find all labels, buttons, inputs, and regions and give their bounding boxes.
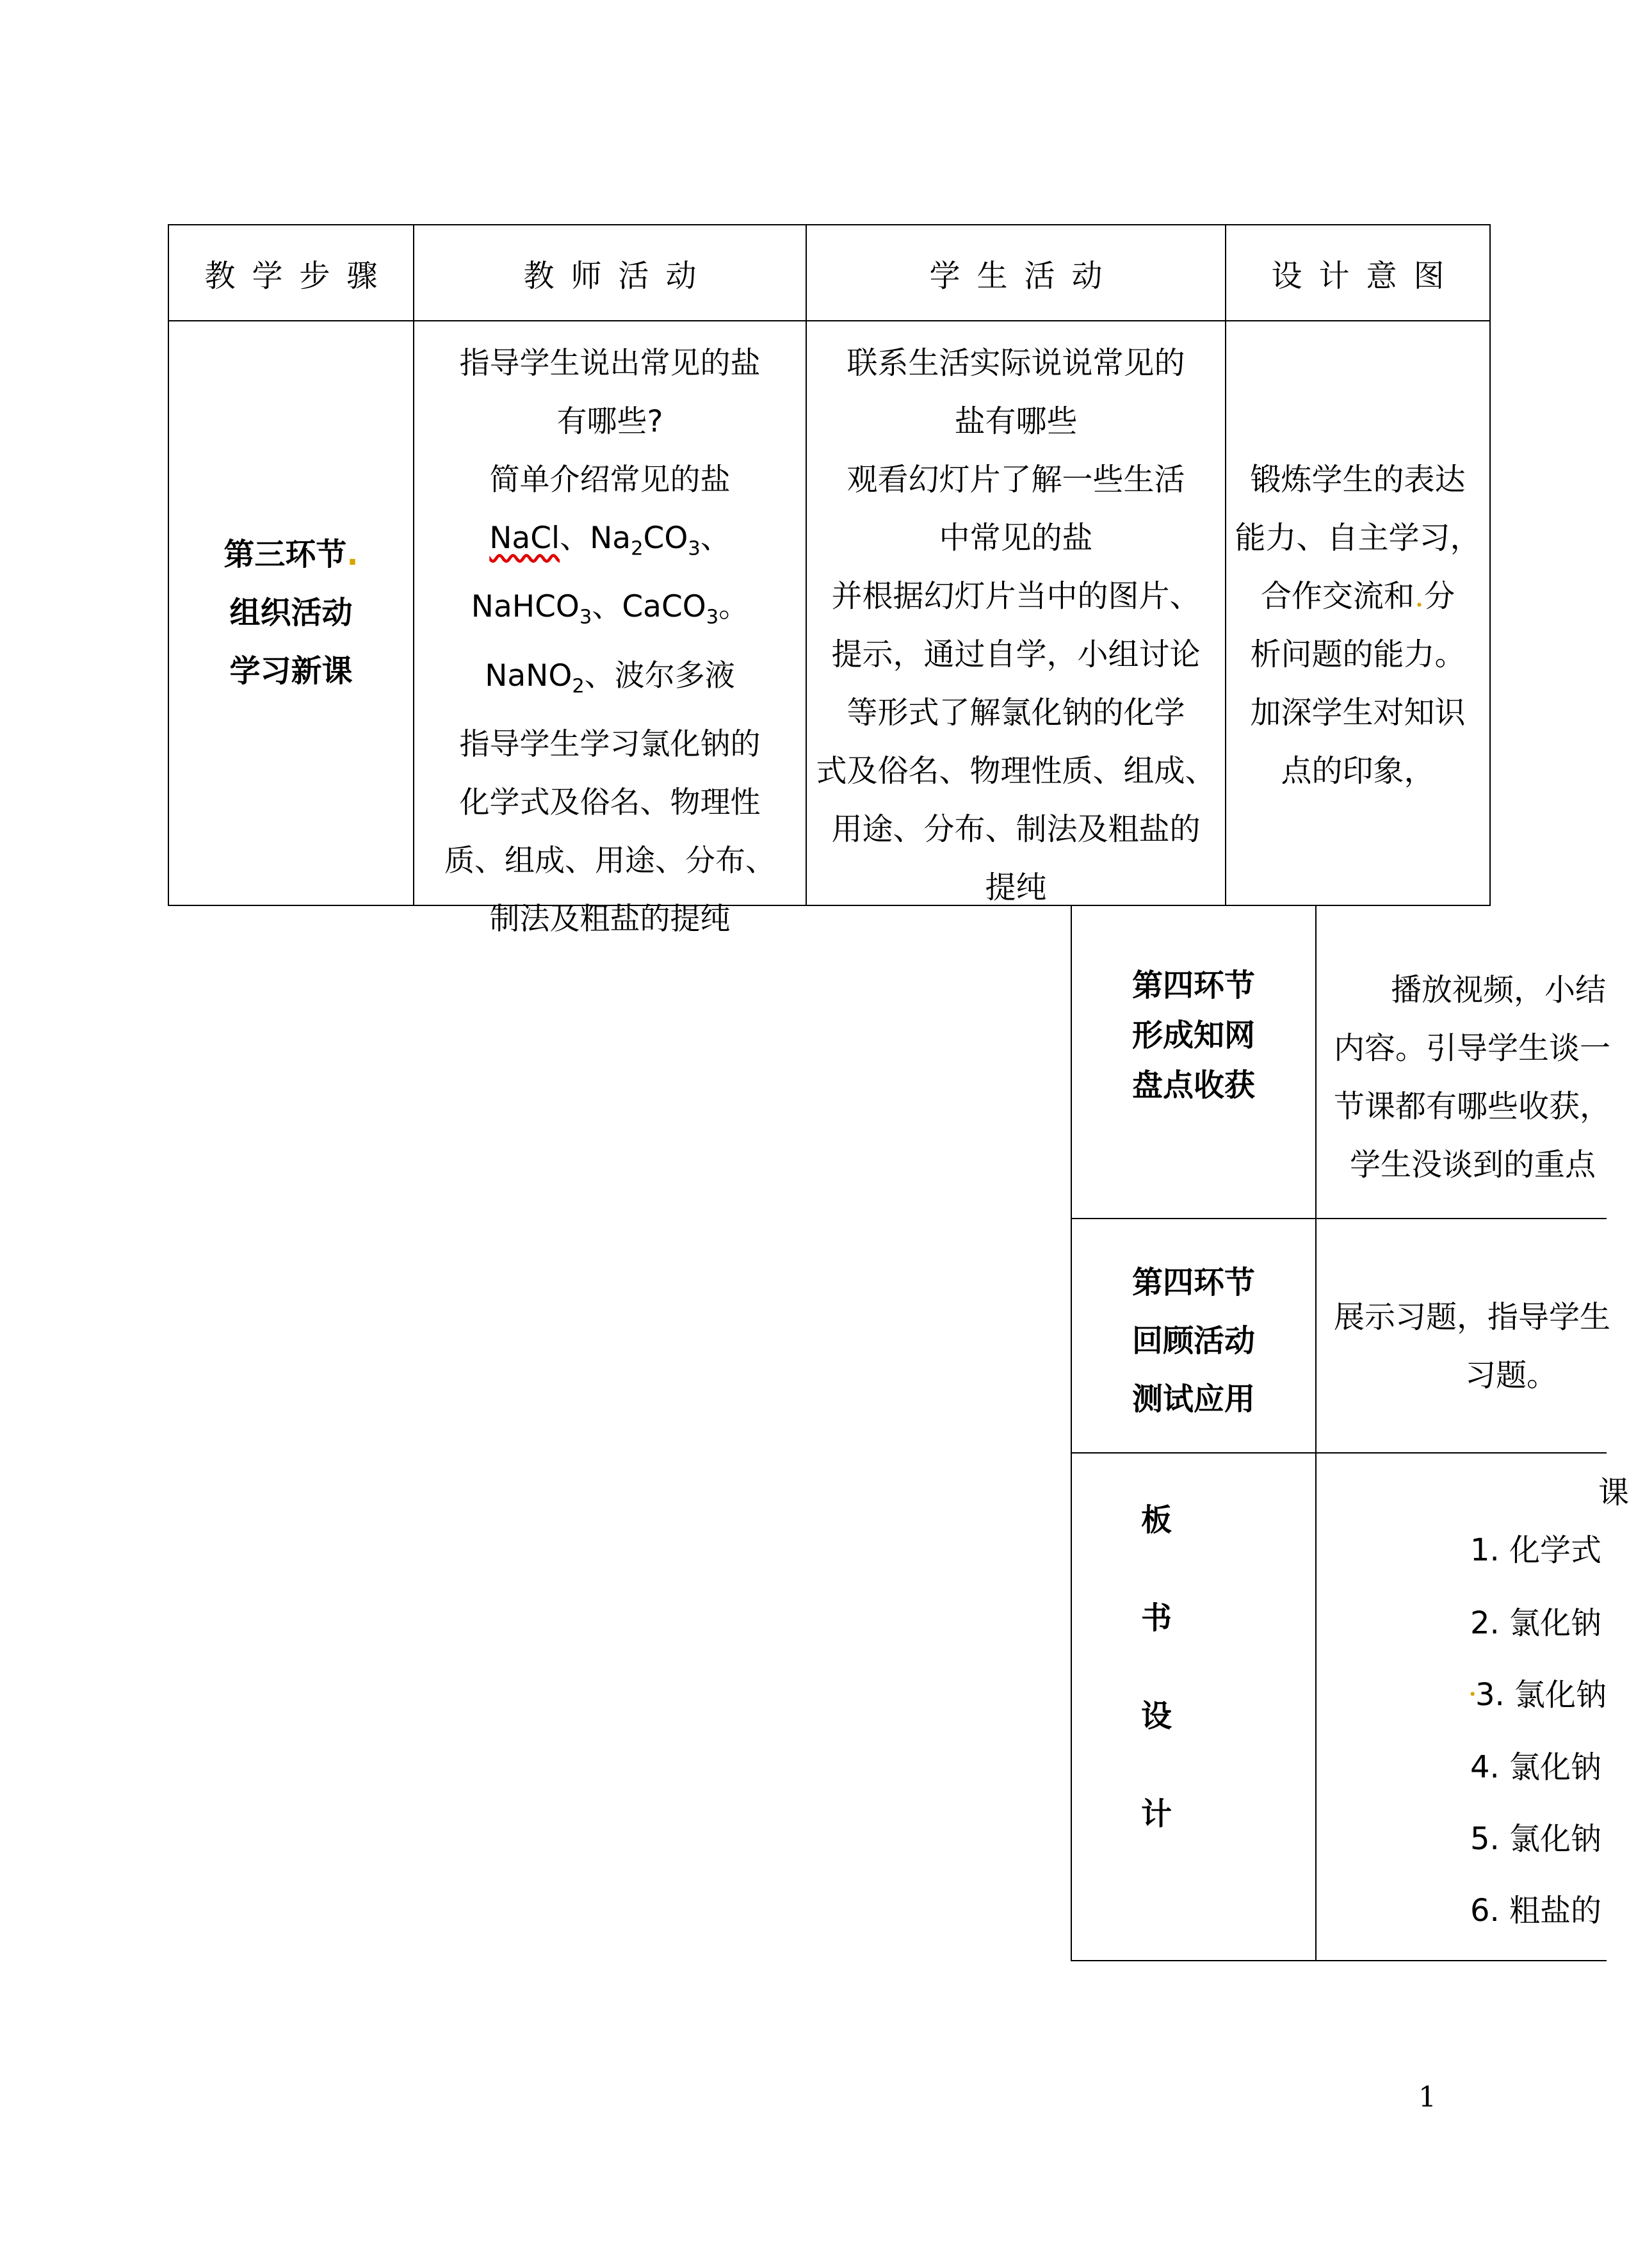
student-line: 提示，通过自学，小组讨论 [831, 636, 1201, 672]
page-number: 1 [1418, 2081, 1436, 2114]
formula-part: NaHCO [471, 589, 579, 625]
formula-nacl: NaCl [489, 521, 560, 556]
step-line: 形成知网 [1131, 1017, 1255, 1053]
intent-line: 合作交流和.分 [1260, 578, 1455, 614]
student-line: 中常见的盐 [939, 520, 1093, 556]
header-cell-student [806, 224, 1226, 321]
teacher-line: 简单介绍常见的盐 [489, 462, 731, 498]
teacher-line-formula-1 [444, 509, 775, 578]
step-text-3: 第三环节. 组织活动 学习新课 [223, 526, 358, 701]
board-label-1: 板 [1141, 1502, 1172, 1538]
teacher-line: 质、组成、用途、分布、 [444, 843, 775, 879]
formula-sub: 3 [706, 606, 719, 629]
board-item: 3. 氯化钠 [1475, 1677, 1607, 1713]
formula-part: 。 [718, 589, 749, 625]
intent-part: 合作交流和 [1260, 578, 1414, 614]
formula-sub: 2 [572, 675, 585, 698]
row1-line: 内容。引导学生谈一 [1334, 1030, 1611, 1066]
row2-content-clip [1317, 1219, 1611, 1452]
intent-line: 析问题的能力。 [1250, 636, 1466, 672]
row1-content-clip [1317, 906, 1611, 1218]
teacher-line: 指导学生学习氯化钠的 [459, 727, 761, 763]
board-item: 1. 化学式 [1470, 1532, 1602, 1568]
step-text-4b [1072, 1254, 1315, 1429]
row1-line: 节课都有哪些收获， [1334, 1089, 1611, 1124]
row1-line: 播放视频，小结 [1391, 972, 1607, 1008]
formula-part: NaNO [485, 658, 572, 693]
formula-sub: 3 [579, 606, 592, 629]
row1-line: 学生没谈到的重点 [1350, 1147, 1596, 1183]
student-line: 观看幻灯片了解一些生活 [847, 462, 1185, 498]
header-cell-step [168, 224, 414, 321]
design-intent [1235, 451, 1480, 800]
board-top-char: 课 [1598, 1475, 1629, 1511]
step-line: 第四环节 [1131, 968, 1255, 1003]
student-line: 式及俗名、物理性质、组成、 [816, 753, 1216, 789]
intent-line: 加深学生对知识 [1250, 695, 1466, 731]
design-intent-cell [1225, 320, 1491, 906]
teacher-activity-cell [413, 320, 807, 937]
step-line: 盘点收获 [1131, 1067, 1255, 1103]
student-line: 等形式了解氯化钠的化学 [847, 695, 1185, 731]
board-label-2: 书 [1141, 1600, 1172, 1636]
board-item: 5. 氯化钠 [1470, 1821, 1602, 1857]
step-line: 学习新课 [229, 653, 353, 689]
board-design-content: 课 1. 化学式 2. 氯化钠 . 3. 氯化钠 4. 氯化钠 5. 氯化钠 6. 粗盐的 [1317, 1454, 1607, 1960]
student-line: 提纯 [985, 870, 1047, 905]
teacher-line: 制法及粗盐的提纯 [489, 902, 731, 937]
formula-part: 、 [700, 521, 731, 556]
board-label-3: 设 [1141, 1698, 1172, 1734]
board-item: 2. 氯化钠 [1470, 1605, 1602, 1641]
table2-bottom-border [1071, 1960, 1607, 1961]
teacher-line: 指导学生说出常见的盐 [459, 346, 761, 381]
teacher-activity [444, 334, 775, 948]
step-line: 组织活动 [229, 595, 353, 631]
formula-part: 、CaCO [592, 589, 706, 625]
teacher-line-formula-3 [444, 647, 775, 715]
header-step: 教学步骤 [204, 257, 394, 294]
formula-sub: 3 [688, 537, 701, 560]
step-cell-3 [168, 320, 414, 906]
step-line: 第四环节 [1131, 1265, 1255, 1300]
student-activity-cell [806, 320, 1226, 906]
teacher-line-formula-2 [444, 578, 775, 646]
header-cell-intent [1225, 224, 1491, 321]
intent-line: 点的印象， [1281, 753, 1435, 789]
teacher-line: 有哪些? [556, 404, 663, 439]
row2-line: 习题。 [1465, 1357, 1558, 1393]
formula-part: CO [643, 521, 688, 556]
intent-line: 锻炼学生的表达 [1250, 462, 1466, 498]
step-text-4a [1072, 960, 1315, 1110]
intent-part: 分 [1424, 578, 1455, 614]
student-line: 联系生活实际说说常见的 [847, 345, 1185, 381]
header-student: 学生活动 [929, 257, 1119, 294]
header-intent: 设计意图 [1271, 257, 1461, 294]
step-line: 第三环节 [223, 537, 347, 572]
teacher-line: 化学式及俗名、物理性 [459, 785, 761, 821]
step-line: 测试应用 [1131, 1381, 1255, 1417]
board-item: 4. 氯化钠 [1470, 1749, 1602, 1785]
student-line: 盐有哪些 [954, 403, 1078, 439]
board-item: 6. 粗盐的 [1470, 1893, 1602, 1929]
formula-part: 、波尔多液 [584, 658, 735, 693]
intent-line: 能力、自主学习， [1235, 520, 1481, 556]
row2-line: 展示习题，指导学生 [1334, 1299, 1611, 1335]
student-activity [816, 334, 1215, 917]
formula-sub: 2 [631, 537, 644, 560]
formula-part: 、Na [560, 521, 631, 556]
header-cell-teacher [413, 224, 807, 321]
header-teacher: 教师活动 [523, 257, 713, 294]
board-label-4: 计 [1141, 1796, 1172, 1832]
student-line: 用途、分布、制法及粗盐的 [831, 811, 1201, 847]
step-line: 回顾活动 [1131, 1323, 1255, 1359]
student-line: 并根据幻灯片当中的图片、 [831, 578, 1201, 614]
